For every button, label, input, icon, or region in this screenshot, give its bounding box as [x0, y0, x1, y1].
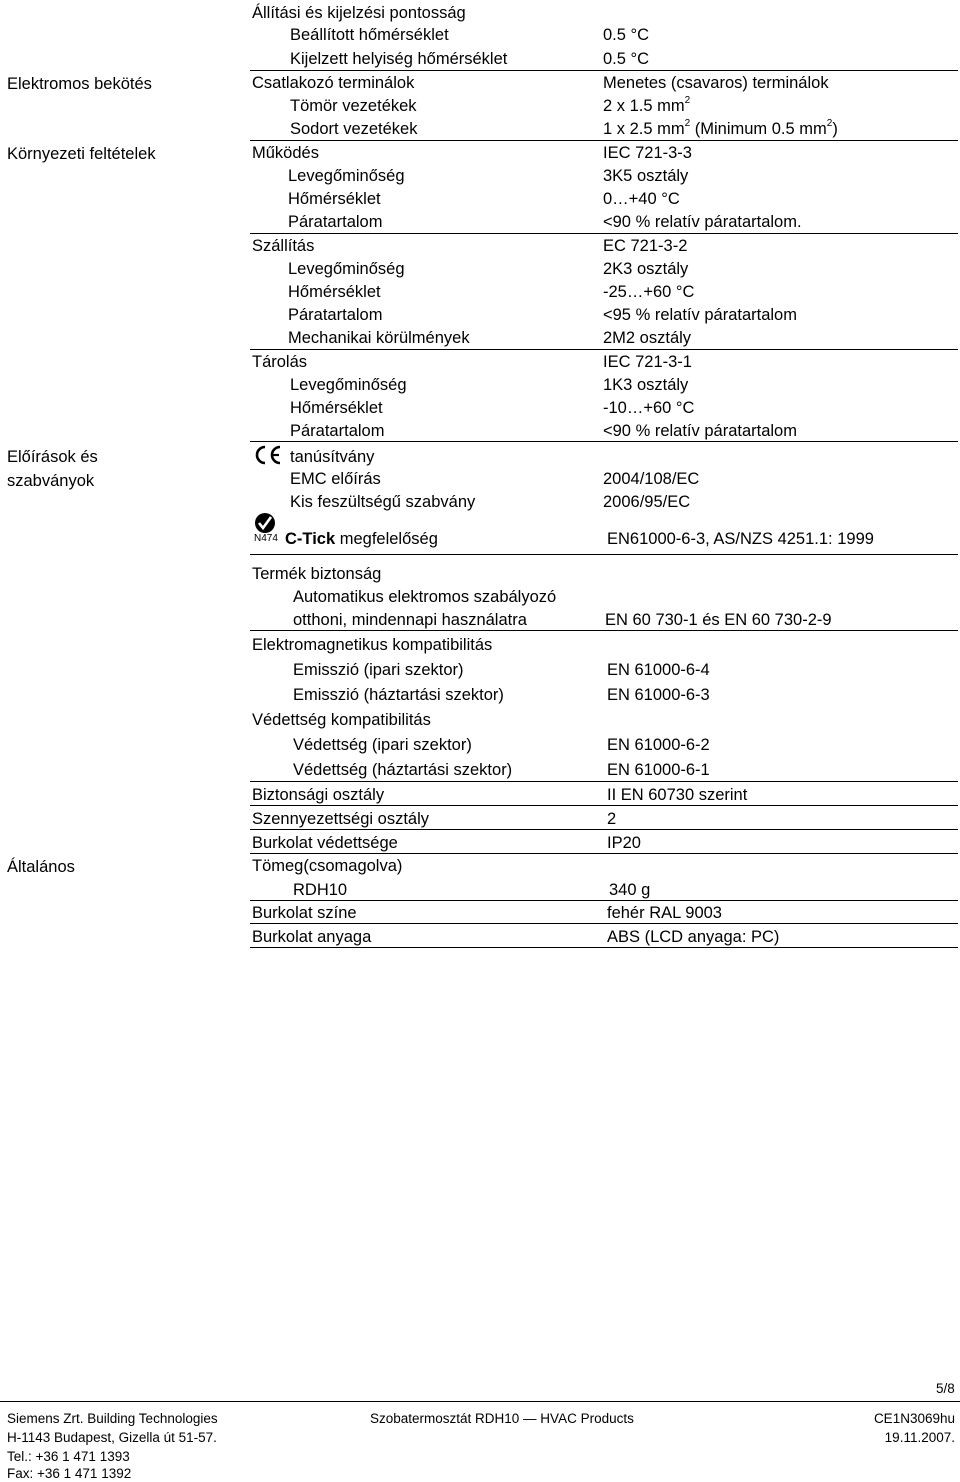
row-emisszio-haz-value: EN 61000-6-3	[607, 686, 710, 704]
row-vedettseg-haz-label: Védettség (háztartási szektor)	[293, 761, 513, 779]
row-tarolas-label: Tárolás	[252, 353, 308, 371]
row-csatlakozo-label: Csatlakozó terminálok	[252, 74, 415, 92]
footer-docid: CE1N3069hu	[873, 1411, 955, 1426]
divider	[250, 781, 958, 782]
row-burkolat-szin-label: Burkolat színe	[252, 904, 357, 922]
ce-mark-icon	[252, 444, 284, 466]
divider	[250, 630, 958, 631]
divider	[250, 349, 958, 350]
row-hom1-label: Hőmérséklet	[288, 190, 381, 208]
row-hom3-label: Hőmérséklet	[290, 399, 383, 417]
row-burkolat-anyag-value: ABS (LCD anyaga: PC)	[607, 928, 780, 946]
divider	[250, 233, 958, 234]
row-lev1-label: Levegőminőség	[288, 167, 405, 185]
row-vedettseg-komp-heading: Védettség kompatibilitás	[252, 711, 431, 729]
row-rdh10-value: 340 g	[609, 881, 651, 899]
row-burkolat-ved-label: Burkolat védettsége	[252, 834, 398, 852]
row-biztonsagi-label: Biztonsági osztály	[252, 786, 385, 804]
row-csatlakozo-value: Menetes (csavaros) terminálok	[603, 74, 829, 92]
row-burkolat-anyag-label: Burkolat anyaga	[252, 928, 372, 946]
row-vedettseg-ipari-label: Védettség (ipari szektor)	[293, 736, 472, 754]
row-kis-value: 2006/95/EC	[603, 493, 691, 511]
ctick-logo-icon	[254, 512, 276, 534]
footer-date: 19.11.2007.	[884, 1430, 955, 1445]
row-hom2-value: -25…+60 °C	[603, 283, 695, 301]
row-sodort-label: Sodort vezetékek	[290, 120, 418, 138]
footer-fax: Fax: +36 1 471 1392	[7, 1466, 132, 1481]
row-termek-heading: Termék biztonság	[252, 565, 382, 583]
row-emisszio-haz-label: Emisszió (háztartási szektor)	[293, 686, 504, 704]
row-rdh10-label: RDH10	[293, 881, 348, 899]
section-eloirasok-line2: szabványok	[7, 472, 95, 490]
row-tomor-value: 2 x 1.5 $mm^2$	[603, 95, 691, 115]
row-auto1-label: Automatikus elektromos szabályozó	[293, 588, 557, 606]
row-lev3-label: Levegőminőség	[290, 376, 407, 394]
divider	[250, 900, 958, 901]
row-hom1-value: 0…+40 °C	[603, 190, 680, 208]
section-kornyezeti: Környezeti feltételek	[7, 145, 156, 163]
footer-address: H-1143 Budapest, Gizella út 51-57.	[7, 1430, 217, 1445]
ctick-code: N474	[254, 533, 278, 544]
footer-product: Szobatermosztát RDH10 — HVAC Products	[370, 1411, 634, 1426]
row-biztonsagi-value: II EN 60730 szerint	[607, 786, 748, 804]
row-auto2-label: otthoni, mindennapi használatra	[293, 611, 527, 629]
row-tomor-label: Tömör vezetékek	[290, 97, 417, 115]
divider	[250, 923, 958, 924]
row-tarolas-value: IEC 721-3-1	[603, 353, 692, 371]
row-szallitas-label: Szállítás	[252, 237, 315, 255]
row-mukodes-label: Működés	[252, 144, 319, 162]
row-mech-value: 2M2 osztály	[603, 329, 692, 347]
row-allitasi-heading: Állítási és kijelzési pontosság	[252, 4, 466, 22]
footer-company: Siemens Zrt. Building Technologies	[7, 1411, 218, 1426]
row-kijelzett-value: 0.5 °C	[603, 50, 650, 68]
footer-tel: Tel.: +36 1 471 1393	[7, 1449, 130, 1464]
row-lev2-label: Levegőminőség	[288, 260, 405, 278]
row-auto2-value: EN 60 730-1 és EN 60 730-2-9	[605, 611, 832, 629]
divider	[250, 70, 958, 71]
row-ce-label: tanúsítvány	[290, 448, 375, 466]
section-altalanos: Általános	[7, 858, 75, 876]
row-para3-value: <90 % relatív páratartalom	[603, 422, 797, 440]
row-lev2-value: 2K3 osztály	[603, 260, 689, 278]
row-burkolat-szin-value: fehér RAL 9003	[607, 904, 722, 922]
row-para1-label: Páratartalom	[288, 213, 383, 231]
row-burkolat-ved-value: IP20	[607, 834, 641, 852]
divider	[250, 805, 958, 806]
row-vedettseg-haz-value: EN 61000-6-1	[607, 761, 710, 779]
divider	[250, 554, 958, 555]
row-mech-label: Mechanikai körülmények	[288, 329, 470, 347]
row-beallitott-value: 0.5 °C	[603, 26, 650, 44]
divider	[250, 441, 958, 442]
row-beallitott-label: Beállított hőmérséklet	[290, 26, 449, 44]
section-elektromos: Elektromos bekötés	[7, 75, 152, 93]
section-eloirasok-line1: Előírások és	[7, 448, 98, 466]
row-mukodes-value: IEC 721-3-3	[603, 144, 692, 162]
row-emisszio-ipari-value: EN 61000-6-4	[607, 661, 710, 679]
row-lev1-value: 3K5 osztály	[603, 167, 689, 185]
row-emisszio-ipari-label: Emisszió (ipari szektor)	[293, 661, 464, 679]
row-hom2-label: Hőmérséklet	[288, 283, 381, 301]
divider	[250, 947, 958, 948]
row-emc-value: 2004/108/EC	[603, 470, 700, 488]
row-sodort-value: 1 x 2.5 $mm^2$ (Minimum 0.5 $mm^2$)	[603, 118, 838, 138]
divider	[250, 829, 958, 830]
row-szennyezettsegi-label: Szennyezettségi osztály	[252, 810, 430, 828]
row-para2-label: Páratartalom	[288, 306, 383, 324]
row-ctick-label: C-Tick megfelelőség	[285, 530, 438, 548]
row-emc-label: EMC előírás	[290, 470, 381, 488]
row-szallitas-value: EC 721-3-2	[603, 237, 688, 255]
footer-rule	[0, 1401, 960, 1402]
divider	[250, 140, 958, 141]
row-ctick-value: EN61000-6-3, AS/NZS 4251.1: 1999	[607, 530, 874, 548]
row-szennyezettsegi-value: 2	[607, 810, 617, 828]
row-kijelzett-label: Kijelzett helyiség hőmérséklet	[290, 50, 508, 68]
row-elektromagn-heading: Elektromagnetikus kompatibilitás	[252, 636, 493, 654]
row-kis-label: Kis feszültségű szabvány	[290, 493, 476, 511]
row-vedettseg-ipari-value: EN 61000-6-2	[607, 736, 710, 754]
row-para2-value: <95 % relatív páratartalom	[603, 306, 797, 324]
row-tomeg-heading: Tömeg(csomagolva)	[252, 857, 403, 875]
row-para1-value: <90 % relatív páratartalom.	[603, 213, 802, 231]
row-lev3-value: 1K3 osztály	[603, 376, 689, 394]
divider	[250, 853, 958, 854]
row-hom3-value: -10…+60 °C	[603, 399, 695, 417]
page-number: 5/8	[936, 1381, 955, 1396]
row-para3-label: Páratartalom	[290, 422, 385, 440]
